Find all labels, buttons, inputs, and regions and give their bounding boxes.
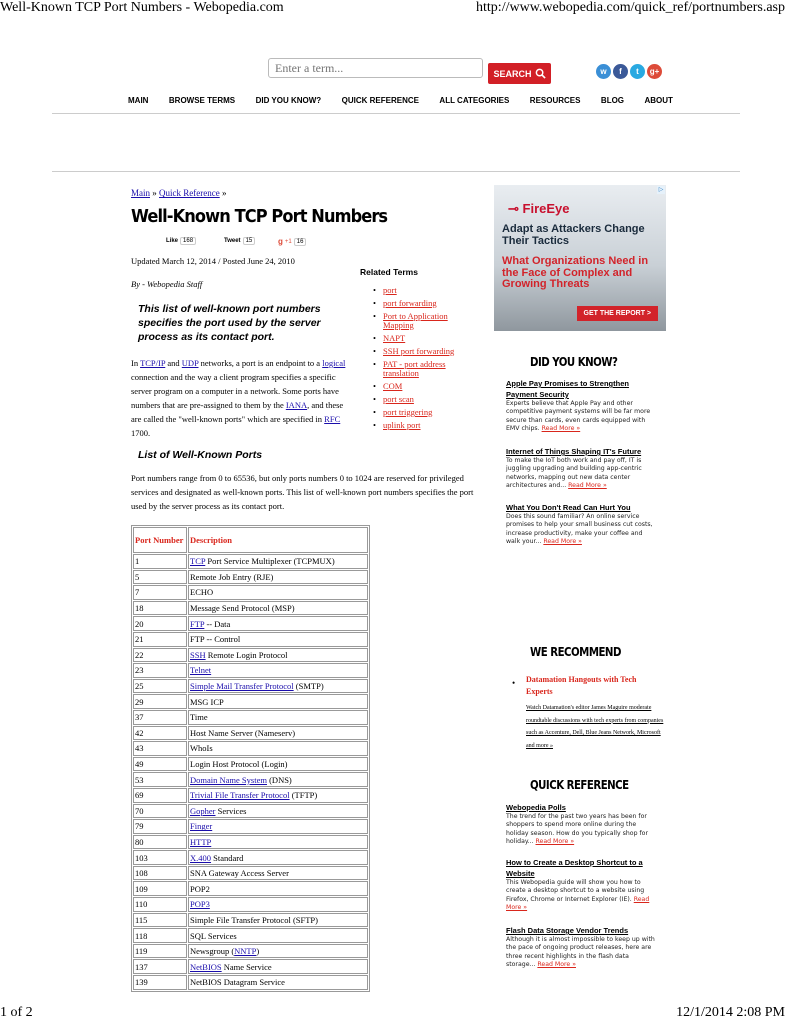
google-plus-icon: g <box>278 237 283 246</box>
nav-item-about[interactable]: ABOUT <box>644 96 673 105</box>
table-row <box>133 804 368 819</box>
side-item-desc: Does this sound familiar? An online service promises to help your small business cut costs, increase productivity, make your coffee and walk your... Read More » <box>506 513 653 545</box>
related-term[interactable]: • COM <box>383 382 473 391</box>
description-cell: Domain Name System (DNS) <box>188 772 368 787</box>
did-you-know-item <box>506 378 656 433</box>
gplus-count: 16 <box>294 238 307 246</box>
port-number-cell: 137 <box>133 959 187 974</box>
list-heading: List of Well-Known Ports <box>138 449 263 461</box>
description-cell: Gopher Services <box>188 804 368 819</box>
related-term[interactable]: • Port to Application Mapping <box>383 312 473 330</box>
port-number-cell: 5 <box>133 570 187 585</box>
related-term[interactable]: • SSH port forwarding <box>383 347 473 356</box>
side-item-title[interactable]: Apple Pay Promises to Strengthen Payment Security <box>506 379 629 399</box>
table-header-row <box>133 527 368 553</box>
table-row <box>133 757 368 772</box>
table-row <box>133 726 368 741</box>
port-number-cell: 29 <box>133 694 187 709</box>
description-link[interactable]: TCP <box>190 556 206 567</box>
read-more-link[interactable]: Read More » <box>537 960 576 968</box>
description-cell: Time <box>188 710 368 725</box>
description-link[interactable]: Finger <box>190 821 213 832</box>
read-more-link[interactable]: Read More » <box>541 424 581 432</box>
ad-cta-button[interactable]: GET THE REPORT > <box>577 306 658 321</box>
related-term[interactable]: • port forwarding <box>383 299 473 308</box>
related-terms-list <box>383 286 473 434</box>
description-cell: FTP -- Data <box>188 616 368 631</box>
table-row <box>133 663 368 678</box>
table-row <box>133 741 368 756</box>
table-row <box>133 959 368 974</box>
description-cell <box>188 835 368 850</box>
port-number-cell: 118 <box>133 928 187 943</box>
port-number-cell: 20 <box>133 616 187 631</box>
table-row <box>133 632 368 647</box>
port-number-cell: 42 <box>133 726 187 741</box>
table-row <box>133 570 368 585</box>
like-count: 168 <box>180 237 196 245</box>
table-row <box>133 648 368 663</box>
description-cell: Simple File Transfer Protocol (SFTP) <box>188 913 368 928</box>
port-number-cell: 115 <box>133 913 187 928</box>
page-title: Well-Known TCP Port Numbers <box>131 206 388 227</box>
port-table <box>131 525 370 992</box>
port-number-cell: 23 <box>133 663 187 678</box>
description-link[interactable]: Telnet <box>190 665 212 676</box>
related-term[interactable]: • NAPT <box>383 334 473 343</box>
related-term[interactable]: • port <box>383 286 473 295</box>
port-number-cell: 21 <box>133 632 187 647</box>
port-number-cell: 109 <box>133 881 187 896</box>
article-paragraph-1: In TCP/IP and UDP networks, a port is an endpoint to a logical connection and the way a client program specifies a specific server program on a computer in a network. Some ports have numbers that are pre-assigned to them by the IANA, and these are called the "well-known ports" which are specified in RFC 1700. <box>131 358 346 438</box>
description-cell: Newsgroup (NNTP) <box>188 944 368 959</box>
description-cell: SSH Remote Login Protocol <box>188 648 368 663</box>
side-item-desc: The trend for the past two years has been for shoppers to spend more online during the holiday season. How do you typically shop for holiday... Read More » <box>506 813 648 845</box>
related-term[interactable]: • port scan <box>383 395 473 404</box>
quick-reference-heading: QUICK REFERENCE <box>530 778 629 792</box>
table-row <box>133 554 368 569</box>
description-cell: Host Name Server (Nameserv) <box>188 726 368 741</box>
nav-item-resources[interactable]: RESOURCES <box>529 96 581 105</box>
ad-choices-icon[interactable]: ▷ <box>658 187 664 193</box>
webopedia-icon[interactable]: w <box>596 64 611 79</box>
description-cell: Remote Job Entry (RJE) <box>188 570 368 585</box>
table-row <box>133 694 368 709</box>
article-lead: This list of well-known port numbers specifies the port used by the server process as its contact port. <box>138 303 321 343</box>
description-cell: NetBIOS Name Service <box>188 959 368 974</box>
side-item-title[interactable]: What You Don't Read Can Hurt You <box>506 503 631 512</box>
table-row <box>133 616 368 631</box>
port-number-cell: 69 <box>133 788 187 803</box>
port-number-cell: 18 <box>133 601 187 616</box>
link-rfc[interactable]: RFC <box>324 414 341 424</box>
table-row <box>133 835 368 850</box>
search-icon <box>535 68 546 79</box>
table-row <box>133 928 368 943</box>
nav-item-blog[interactable]: BLOG <box>600 96 625 105</box>
table-row <box>133 975 368 990</box>
table-row <box>133 585 368 600</box>
nav-item-all-categories[interactable]: ALL CATEGORIES <box>439 96 510 105</box>
description-cell: FTP -- Control <box>188 632 368 647</box>
description-cell: SNA Gateway Access Server <box>188 866 368 881</box>
port-number-cell: 103 <box>133 850 187 865</box>
table-row <box>133 679 368 694</box>
related-term[interactable]: • port triggering <box>383 408 473 417</box>
search-button[interactable] <box>488 63 551 84</box>
twitter-icon[interactable]: t <box>630 64 645 79</box>
port-number-cell: 70 <box>133 804 187 819</box>
description-cell <box>188 663 368 678</box>
port-number-cell: 79 <box>133 819 187 834</box>
read-more-link[interactable]: Read More » <box>506 895 650 911</box>
link-logical[interactable]: logical <box>322 358 346 368</box>
breadcrumb-quick-reference[interactable]: Quick Reference <box>159 188 220 198</box>
description-cell: Trivial File Transfer Protocol (TFTP) <box>188 788 368 803</box>
google-plus-button[interactable]: g +1 16 <box>278 237 306 246</box>
description-cell: WhoIs <box>188 741 368 756</box>
link-iana[interactable]: IANA <box>285 400 308 410</box>
tweet-button[interactable]: Tweet 15 <box>224 237 255 245</box>
description-cell: POP2 <box>188 881 368 896</box>
table-row <box>133 788 368 803</box>
ad-brand: ⊸ FireEye <box>508 201 570 216</box>
table-row <box>133 866 368 881</box>
description-link[interactable]: NNTP <box>234 946 257 957</box>
description-link[interactable]: Trivial File Transfer Protocol <box>190 790 290 801</box>
description-cell: ECHO <box>188 585 368 600</box>
article-paragraph-2: Port numbers range from 0 to 65536, but only ports numbers 0 to 1024 are reserved for privileged services and designated as well-known ports. This list of well-known port numbers specifies the port used by the server process as its contact port. <box>131 473 474 511</box>
description-link[interactable]: POP3 <box>190 899 210 910</box>
breadcrumb: Main » Quick Reference » <box>131 188 227 198</box>
ad-headline: Adapt as Attackers Change Their Tactics <box>502 223 645 247</box>
googleplus-icon[interactable]: g+ <box>647 64 662 79</box>
read-more-link[interactable]: Read More » <box>535 837 575 845</box>
link-tcp-ip[interactable]: TCP/IP <box>140 358 166 368</box>
description-cell: Login Host Protocol (Login) <box>188 757 368 772</box>
description-link[interactable]: Domain Name System <box>190 774 267 785</box>
quick-reference-item <box>506 802 656 846</box>
description-cell: Message Send Protocol (MSP) <box>188 601 368 616</box>
did-you-know-heading: DID YOU KNOW? <box>530 355 618 369</box>
description-link[interactable]: Gopher <box>190 805 216 816</box>
port-number-cell: 139 <box>133 975 187 990</box>
did-you-know-item <box>506 502 656 546</box>
port-number-cell: 108 <box>133 866 187 881</box>
ad-subhead: What Organizations Need in the Face of Complex and Growing Threats <box>502 255 649 290</box>
port-number-cell: 22 <box>133 648 187 663</box>
facebook-like-button[interactable]: Like 168 <box>166 237 196 245</box>
updated-date: Updated March 12, 2014 / Posted June 24, 2010 <box>131 256 295 266</box>
table-row <box>133 850 368 865</box>
description-link[interactable]: Simple Mail Transfer Protocol <box>190 681 294 692</box>
port-number-cell: 53 <box>133 772 187 787</box>
print-page-indicator: 1 of 2 <box>0 1005 33 1020</box>
description-link[interactable]: NetBIOS <box>190 961 222 972</box>
print-doc-title: Well-Known TCP Port Numbers - Webopedia.com <box>0 0 284 15</box>
quick-reference-item <box>506 857 656 912</box>
nav-item-main[interactable]: MAIN <box>128 96 149 105</box>
port-number-cell: 1 <box>133 554 187 569</box>
side-item-desc: Experts believe that Apple Pay and other competitive payment systems will be far more secure than cards, even cards equipped with EMV chips. Read More » <box>506 400 651 432</box>
we-recommend-heading: WE RECOMMEND <box>530 645 621 659</box>
description-cell: MSG ICP <box>188 694 368 709</box>
read-more-link[interactable]: Read More » <box>568 481 607 489</box>
table-row <box>133 913 368 928</box>
side-item-title[interactable]: Internet of Things Shaping IT's Future <box>506 447 642 456</box>
port-number-cell: 119 <box>133 944 187 959</box>
link-udp[interactable]: UDP <box>181 358 199 368</box>
related-term[interactable]: • PAT - port address translation <box>383 360 473 378</box>
description-cell: Simple Mail Transfer Protocol (SMTP) <box>188 679 368 694</box>
nav-item-did-you-know[interactable]: DID YOU KNOW? <box>255 96 322 105</box>
breadcrumb-main[interactable]: Main <box>131 188 150 198</box>
table-row <box>133 881 368 896</box>
nav-item-quick-reference[interactable]: QUICK REFERENCE <box>341 96 419 105</box>
description-cell: SQL Services <box>188 928 368 943</box>
side-item-desc: To make the IoT both work and pay off, IT is juggling upgrading and building app-centric networks, mapping out new data center architectures and... Read More » <box>506 457 642 489</box>
side-item-title[interactable]: Webopedia Polls <box>506 803 566 812</box>
port-number-cell: 80 <box>133 835 187 850</box>
table-row <box>133 601 368 616</box>
did-you-know-item <box>506 446 656 490</box>
read-more-link[interactable]: Read More » <box>543 537 582 545</box>
main-nav <box>128 96 673 105</box>
description-cell: X.400 Standard <box>188 850 368 865</box>
description-link[interactable]: HTTP <box>190 836 212 847</box>
print-timestamp: 12/1/2014 2:08 PM <box>676 1005 785 1020</box>
print-url: http://www.webopedia.com/quick_ref/portnumbers.asp <box>476 0 785 15</box>
header-description: Description <box>188 527 368 553</box>
quick-reference-item <box>506 925 656 969</box>
facebook-icon[interactable]: f <box>613 64 628 79</box>
fireeye-ad[interactable] <box>494 185 666 331</box>
port-number-cell: 25 <box>133 679 187 694</box>
table-row <box>133 710 368 725</box>
related-terms-title: Related Terms <box>360 267 418 277</box>
search-input[interactable] <box>268 58 483 78</box>
content-divider <box>52 171 740 172</box>
description-link[interactable]: SSH <box>190 649 206 660</box>
header-port-number: Port Number <box>133 527 187 553</box>
byline: By - Webopedia Staff <box>131 279 203 289</box>
recommend-bullet: • <box>512 678 516 688</box>
table-row <box>133 772 368 787</box>
table-row <box>133 944 368 959</box>
nav-divider <box>52 113 740 114</box>
side-item-title[interactable]: Flash Data Storage Vendor Trends <box>506 926 629 935</box>
description-cell <box>188 819 368 834</box>
description-link[interactable]: FTP <box>190 618 205 629</box>
port-number-cell: 7 <box>133 585 187 600</box>
description-cell: NetBIOS Datagram Service <box>188 975 368 990</box>
description-link[interactable]: X.400 <box>190 852 212 863</box>
description-cell: TCP Port Service Multiplexer (TCPMUX) <box>188 554 368 569</box>
tweet-count: 15 <box>243 237 256 245</box>
search-button-label: SEARCH <box>493 68 532 79</box>
port-number-cell: 110 <box>133 897 187 912</box>
table-row <box>133 819 368 834</box>
side-item-desc: Although it is almost impossible to keep up with the pace of ongoing product releases, here are three recent highlights in the flash data storage... Read More » <box>506 936 655 968</box>
description-cell <box>188 897 368 912</box>
port-number-cell: 49 <box>133 757 187 772</box>
port-number-cell: 37 <box>133 710 187 725</box>
nav-item-browse-terms[interactable]: BROWSE TERMS <box>168 96 236 105</box>
recommend-title[interactable]: Datamation Hangouts with Tech Experts <box>526 675 637 696</box>
side-item-desc: This Webopedia guide will show you how to create a desktop shortcut to a website using Firefox, Chrome or Internet Explorer (IE). Read More » <box>506 879 650 911</box>
port-number-cell: 43 <box>133 741 187 756</box>
side-item-title[interactable]: How to Create a Desktop Shortcut to a Website <box>506 858 643 878</box>
table-row <box>133 897 368 912</box>
related-term[interactable]: • uplink port <box>383 421 473 430</box>
recommend-description[interactable]: Watch Datamation's editor James Maguire moderate roundtable discussions with tech experts from companies such as Accenture, Dell, Blue Jeans Network, Microsoft and more » <box>526 705 664 749</box>
